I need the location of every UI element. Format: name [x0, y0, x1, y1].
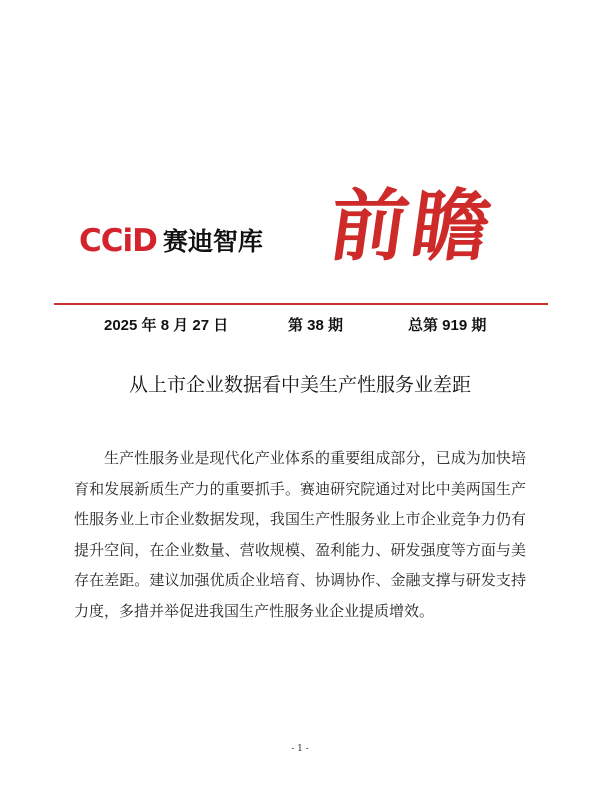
- abstract-paragraph: 生产性服务业是现代化产业体系的重要组成部分，已成为加快培育和发展新质生产力的重要抓手。赛迪研究院通过对比中美两国生产性服务业上市企业数据发现，我国生产性服务业上市企业竞争力仍有提升空间，在企业数量、营收规模、盈利能力、研发强度等方面与美存在差距。建议加强优质企业培育、协调协作、金融支撑与研发支持力度，多措并举促进我国生产性服务业企业提质增效。: [74, 449, 526, 620]
- logo-text: 赛迪智库: [162, 227, 263, 256]
- issue-total: 总第 919 期: [408, 317, 487, 334]
- calligraphy-title: 前瞻: [323, 181, 501, 272]
- logo-mark: CCiD: [79, 223, 157, 259]
- issue-date: 2025 年 8 月 27 日: [104, 317, 229, 334]
- article-title: 从上市企业数据看中美生产性服务业差距: [128, 374, 471, 396]
- header-divider: [54, 303, 548, 305]
- issue-number: 第 38 期: [288, 317, 344, 334]
- ccid-logo: [79, 223, 263, 259]
- page-number: - 1 -: [291, 744, 309, 754]
